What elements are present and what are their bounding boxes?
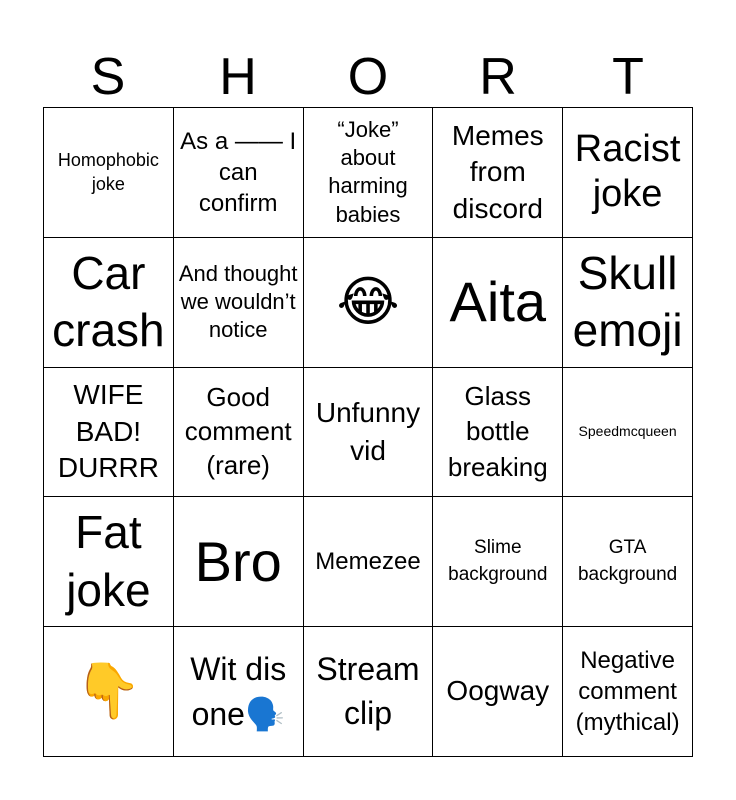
bingo-cell[interactable] <box>433 108 563 238</box>
header-letter-o: O <box>347 48 389 106</box>
bingo-cell[interactable] <box>44 368 174 498</box>
bingo-header <box>43 46 693 108</box>
bingo-cell[interactable] <box>174 627 304 757</box>
bingo-cell[interactable] <box>304 108 434 238</box>
pointing-down-icon: 👇 <box>74 660 143 721</box>
header-letter-r: R <box>479 48 517 106</box>
cell-label: Memezee <box>315 547 421 575</box>
cell-label: Speedmcqueen <box>578 423 677 440</box>
bingo-cell[interactable] <box>433 497 563 627</box>
cell-label: Memes from discord <box>451 119 544 224</box>
bingo-cell[interactable] <box>563 368 693 498</box>
cell-label: Fat joke <box>66 506 151 616</box>
cell-label: Negative comment (mythical) <box>575 646 680 737</box>
cell-label: Aita <box>449 270 547 334</box>
cell-label: Slime background <box>448 537 548 585</box>
cell-label: Skull emoji <box>572 246 683 357</box>
bingo-board <box>43 107 693 757</box>
header-letter-t: T <box>612 48 644 106</box>
bingo-cell[interactable] <box>304 627 434 757</box>
bingo-cell[interactable] <box>563 238 693 368</box>
bingo-cell[interactable] <box>563 627 693 757</box>
bingo-cell[interactable] <box>304 497 434 627</box>
cell-label: As a —— I can confirm <box>180 127 297 217</box>
bingo-cell[interactable] <box>174 108 304 238</box>
bingo-cell[interactable] <box>563 497 693 627</box>
cell-label: And thought we wouldn’t notice <box>178 261 298 343</box>
bingo-cell[interactable] <box>44 238 174 368</box>
bingo-cell[interactable] <box>174 238 304 368</box>
cell-label: Car crash <box>52 246 165 357</box>
cell-label: Wit dis one🗣️ <box>190 650 287 732</box>
bingo-cell[interactable] <box>433 238 563 368</box>
bingo-cell[interactable] <box>433 627 563 757</box>
bingo-cell[interactable] <box>44 108 174 238</box>
bingo-cell[interactable] <box>433 368 563 498</box>
cell-label: WIFE BAD! DURRR <box>57 379 159 484</box>
cell-label: Stream clip <box>316 651 420 731</box>
cell-label: GTA background <box>577 537 678 585</box>
header-letter-s: S <box>90 48 126 106</box>
bingo-cell[interactable] <box>304 368 434 498</box>
cell-label: Homophobic joke <box>57 150 159 195</box>
bingo-cell[interactable] <box>44 627 174 757</box>
bingo-cell[interactable] <box>44 497 174 627</box>
cell-label: Racist joke <box>574 127 681 216</box>
laughing-tears-emoji-icon: 😂 <box>336 271 400 332</box>
cell-label: Unfunny vid <box>315 397 421 466</box>
header-letter-h: H <box>219 48 257 106</box>
bingo-cell[interactable] <box>174 368 304 498</box>
cell-label: Good comment (rare) <box>184 382 292 480</box>
bingo-cell[interactable] <box>563 108 693 238</box>
cell-label: Oogway <box>446 675 550 707</box>
bingo-cell[interactable] <box>174 497 304 627</box>
bingo-cell-free[interactable] <box>304 238 434 368</box>
cell-label: Bro <box>194 529 282 593</box>
cell-label: “Joke” about harming babies <box>328 117 408 227</box>
cell-label: Glass bottle breaking <box>447 381 548 482</box>
